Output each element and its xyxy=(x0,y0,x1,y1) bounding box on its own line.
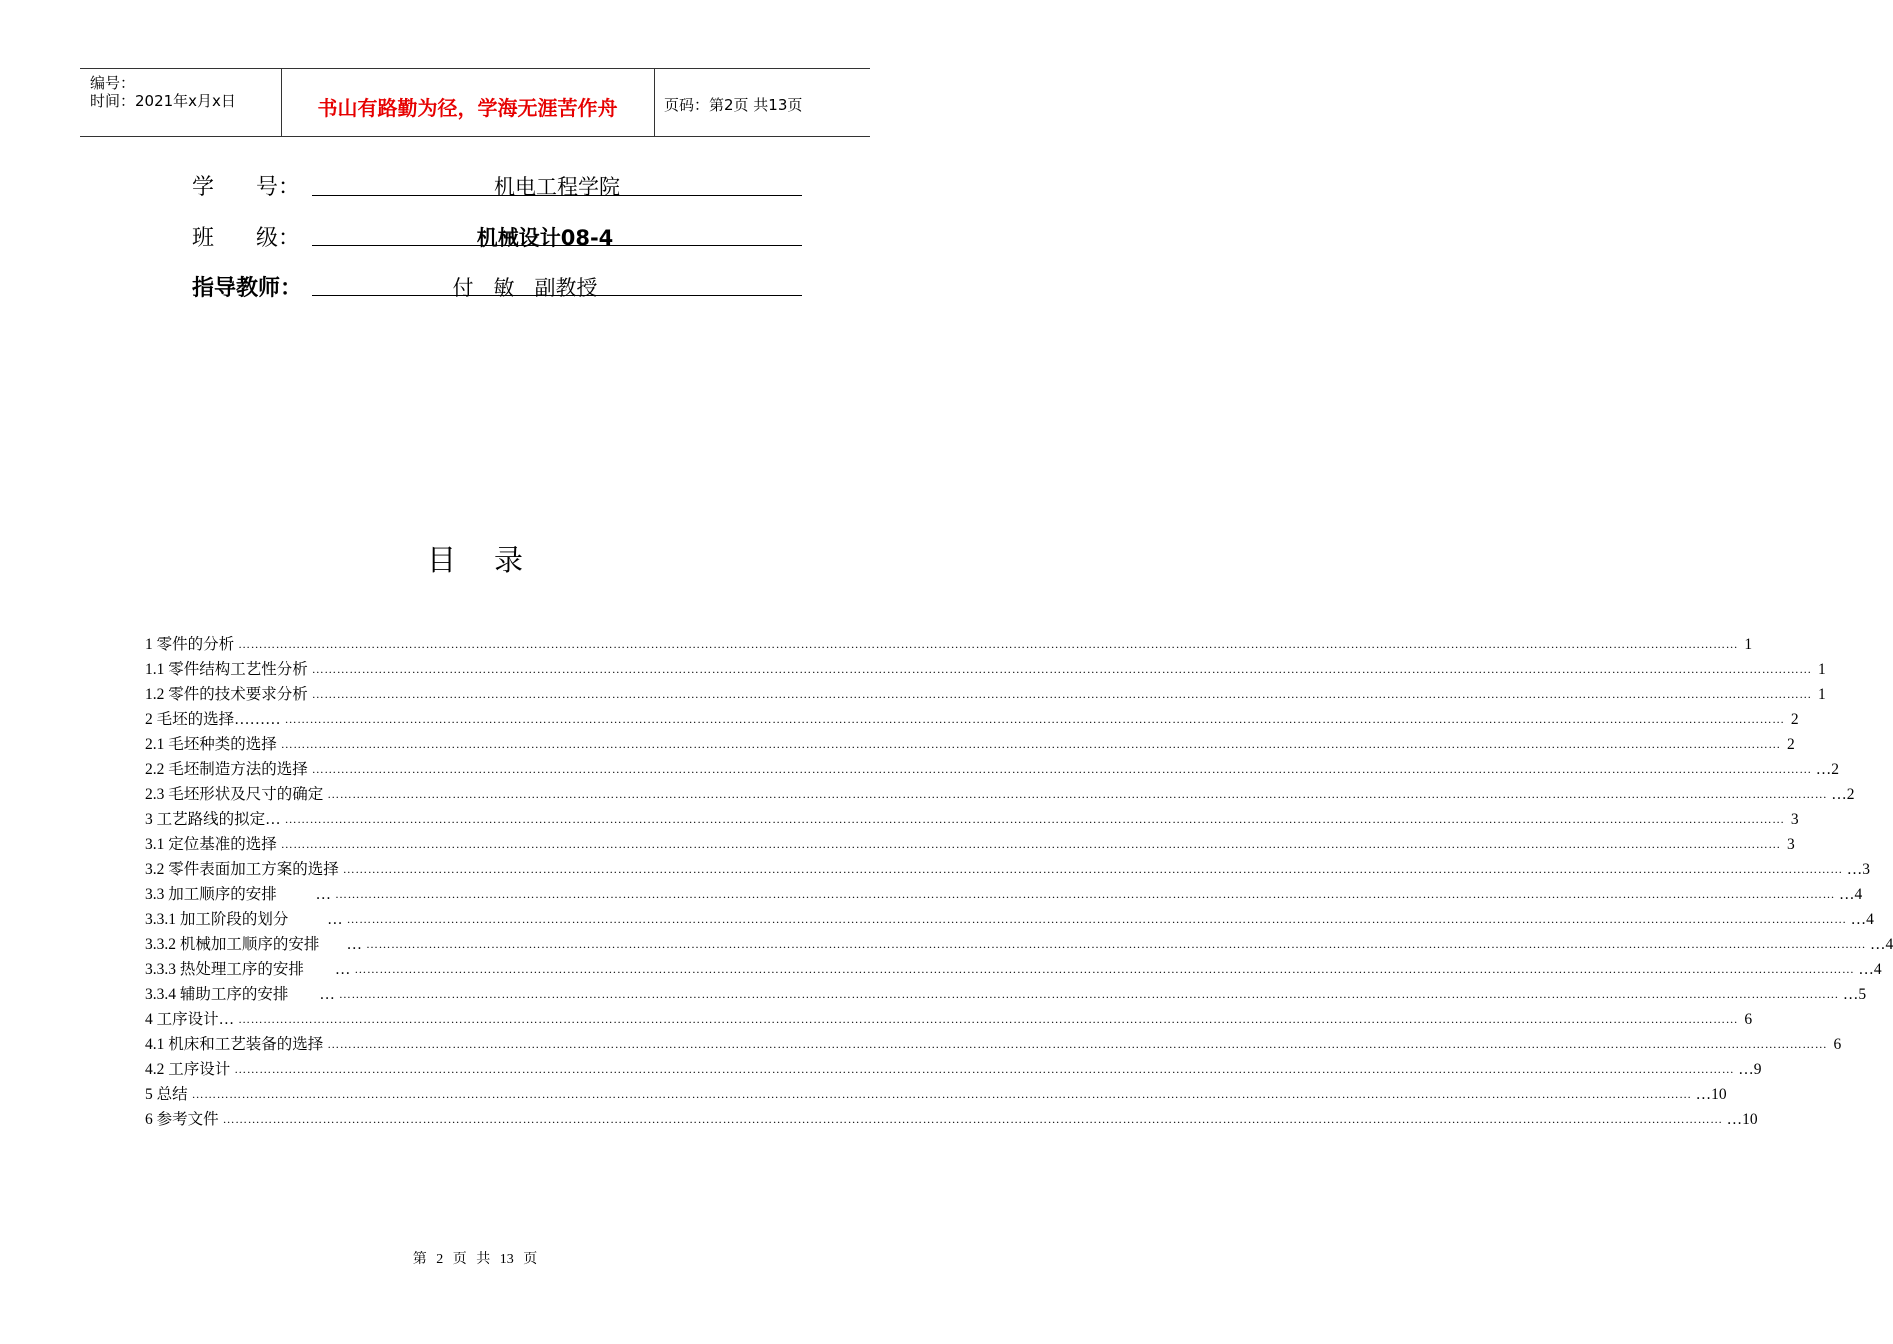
header-number-label: 编号： xyxy=(90,74,136,92)
toc-entry-title: 1 零件的分析 xyxy=(145,636,235,653)
toc-title: 目录 xyxy=(426,543,561,577)
toc-leader-dots: ……………………………………………………………………………………………………………………………………………………………………………………………………………………………………………………………………………………………………………………………… xyxy=(311,687,1812,701)
toc-entry xyxy=(145,882,1863,907)
toc-entry xyxy=(145,707,1799,732)
toc-leader-dots: ……………………………………………………………………………………………………………………………………………………………………………………………………………………………………………………………………………………………………………………………… xyxy=(346,912,1847,926)
toc-entry-page: …4 xyxy=(1870,936,1893,953)
advisor-label: 指导教师： xyxy=(192,276,303,301)
toc-entry-title: 3.1 定位基准的选择 xyxy=(145,836,277,853)
toc-entry xyxy=(145,807,1799,832)
toc-entry-title: 3.3.3 热处理工序的安排 … xyxy=(145,961,351,978)
toc-entry-title: 1.1 零件结构工艺性分析 xyxy=(145,661,308,678)
page-footer: 第 2 页 共 13 页 xyxy=(412,1252,538,1267)
toc-entry-title: 2 毛坯的选择……… xyxy=(145,711,281,728)
toc-entry-title: 4.2 工序设计 xyxy=(145,1061,231,1078)
class-underline xyxy=(312,245,802,246)
toc-entry-page: …10 xyxy=(1695,1086,1727,1103)
toc-entry-title: 3 工艺路线的拟定… xyxy=(145,811,281,828)
toc-leader-dots: ……………………………………………………………………………………………………………………………………………………………………………………………………………………………………………………………………………………………………………………………… xyxy=(191,1087,1692,1101)
toc-entry-title: 3.3.2 机械加工顺序的安排 … xyxy=(145,936,363,953)
toc-leader-dots: ……………………………………………………………………………………………………………………………………………………………………………………………………………………………………………………………………………………………………………………………… xyxy=(311,662,1812,676)
toc-entry xyxy=(145,832,1795,857)
toc-entry xyxy=(145,957,1882,982)
header-divider-right xyxy=(654,68,655,136)
toc-leader-dots: ……………………………………………………………………………………………………………………………………………………………………………………………………………………………………………………………………………………………………………………………… xyxy=(366,937,1867,951)
toc-entry-title: 4.1 机床和工艺装备的选择 xyxy=(145,1036,324,1053)
toc-entry-title: 2.2 毛坯制造方法的选择 xyxy=(145,761,308,778)
toc-entry xyxy=(145,1007,1753,1032)
header-time-label: 时间：2021年x月x日 xyxy=(90,92,236,110)
toc-entry xyxy=(145,1082,1727,1107)
toc-entry xyxy=(145,782,1855,807)
toc-entry-page: …4 xyxy=(1850,911,1874,928)
toc-entry-page: …3 xyxy=(1846,861,1871,878)
toc-leader-dots: ……………………………………………………………………………………………………………………………………………………………………………………………………………………………………………………………………………………………………………………………… xyxy=(284,712,1785,726)
toc-entry xyxy=(145,657,1826,682)
header-top-rule xyxy=(80,68,870,69)
toc-leader-dots: ……………………………………………………………………………………………………………………………………………………………………………………………………………………………………………………………………………………………………………………………… xyxy=(311,762,1812,776)
toc-leader-dots: ……………………………………………………………………………………………………………………………………………………………………………………………………………………………………………………………………………………………………………………………… xyxy=(335,887,1836,901)
toc-entry xyxy=(145,632,1753,657)
table-of-contents xyxy=(145,632,1893,1132)
toc-entry-page: 2 xyxy=(1787,736,1795,753)
advisor-value: 付 敏 副教授 xyxy=(452,276,598,300)
toc-leader-dots: ……………………………………………………………………………………………………………………………………………………………………………………………………………………………………………………………………………………………………………………………… xyxy=(280,737,1781,751)
toc-entry xyxy=(145,682,1826,707)
toc-entry-title: 2.1 毛坯种类的选择 xyxy=(145,736,277,753)
toc-entry-title: 3.3.4 辅助工序的安排 … xyxy=(145,986,335,1003)
toc-entry-page: …2 xyxy=(1815,761,1840,778)
toc-entry-title: 3.2 零件表面加工方案的选择 xyxy=(145,861,339,878)
toc-leader-dots: ……………………………………………………………………………………………………………………………………………………………………………………………………………………………………………………………………………………………………………………………… xyxy=(327,787,1828,801)
toc-leader-dots: ……………………………………………………………………………………………………………………………………………………………………………………………………………………………………………………………………………………………………………………………… xyxy=(284,812,1785,826)
toc-entry-page: …5 xyxy=(1842,986,1867,1003)
toc-leader-dots: ……………………………………………………………………………………………………………………………………………………………………………………………………………………………………………………………………………………………………………………………… xyxy=(327,1037,1828,1051)
toc-entry-page: 2 xyxy=(1790,711,1799,728)
toc-entry-page: 1 xyxy=(1818,661,1826,678)
class-value: 机械设计08-4 xyxy=(476,226,614,250)
toc-entry-page: …2 xyxy=(1831,786,1855,803)
toc-entry-page: 1 xyxy=(1818,686,1826,703)
toc-entry-page: 6 xyxy=(1833,1036,1842,1053)
class-label: 班 级： xyxy=(192,226,300,251)
toc-entry xyxy=(145,857,1871,882)
toc-leader-dots: ……………………………………………………………………………………………………………………………………………………………………………………………………………………………………………………………………………………………………………………………… xyxy=(234,1062,1735,1076)
toc-entry-page: …4 xyxy=(1858,961,1882,978)
toc-entry-title: 5 总结 xyxy=(145,1086,188,1103)
toc-entry xyxy=(145,1057,1762,1082)
toc-leader-dots: ……………………………………………………………………………………………………………………………………………………………………………………………………………………………………………………………………………………………………………………………… xyxy=(354,962,1855,976)
toc-entry xyxy=(145,732,1795,757)
student-id-underline xyxy=(312,195,802,196)
toc-entry-page: 3 xyxy=(1790,811,1799,828)
toc-leader-dots: ……………………………………………………………………………………………………………………………………………………………………………………………………………………………………………………………………………………………………………………………… xyxy=(222,1112,1723,1126)
toc-leader-dots: ……………………………………………………………………………………………………………………………………………………………………………………………………………………………………………………………………………………………………………………………… xyxy=(338,987,1839,1001)
toc-entry xyxy=(145,757,1840,782)
toc-entry xyxy=(145,932,1893,957)
toc-leader-dots: ……………………………………………………………………………………………………………………………………………………………………………………………………………………………………………………………………………………………………………………………… xyxy=(238,637,1739,651)
toc-entry xyxy=(145,982,1867,1007)
toc-entry-page: …10 xyxy=(1726,1111,1758,1128)
toc-entry xyxy=(145,907,1874,932)
header-page-info: 页码：第2页 共13页 xyxy=(664,96,803,114)
toc-entry-title: 2.3 毛坯形状及尺寸的确定 xyxy=(145,786,324,803)
toc-entry-page: 1 xyxy=(1744,636,1753,653)
student-id-label: 学 号： xyxy=(192,175,300,200)
header-motto: 书山有路勤为径，学海无涯苦作舟 xyxy=(317,96,618,120)
toc-leader-dots: ……………………………………………………………………………………………………………………………………………………………………………………………………………………………………………………………………………………………………………………………… xyxy=(342,862,1843,876)
toc-entry-page: 3 xyxy=(1787,836,1795,853)
toc-entry-page: …9 xyxy=(1738,1061,1762,1078)
toc-entry xyxy=(145,1107,1758,1132)
advisor-underline xyxy=(312,295,802,296)
toc-leader-dots: ……………………………………………………………………………………………………………………………………………………………………………………………………………………………………………………………………………………………………………………………… xyxy=(280,837,1781,851)
toc-entry-title: 3.3 加工顺序的安排 … xyxy=(145,886,332,903)
toc-entry-title: 6 参考文件 xyxy=(145,1111,219,1128)
toc-leader-dots: ……………………………………………………………………………………………………………………………………………………………………………………………………………………………………………………………………………………………………………………………… xyxy=(238,1012,1739,1026)
toc-entry-title: 3.3.1 加工阶段的划分 … xyxy=(145,911,343,928)
toc-entry xyxy=(145,1032,1842,1057)
header-bottom-rule xyxy=(80,136,870,137)
toc-entry-title: 4 工序设计… xyxy=(145,1011,235,1028)
toc-entry-page: 6 xyxy=(1744,1011,1753,1028)
student-id-value: 机电工程学院 xyxy=(494,175,620,199)
toc-entry-title: 1.2 零件的技术要求分析 xyxy=(145,686,308,703)
toc-entry-page: …4 xyxy=(1839,886,1863,903)
